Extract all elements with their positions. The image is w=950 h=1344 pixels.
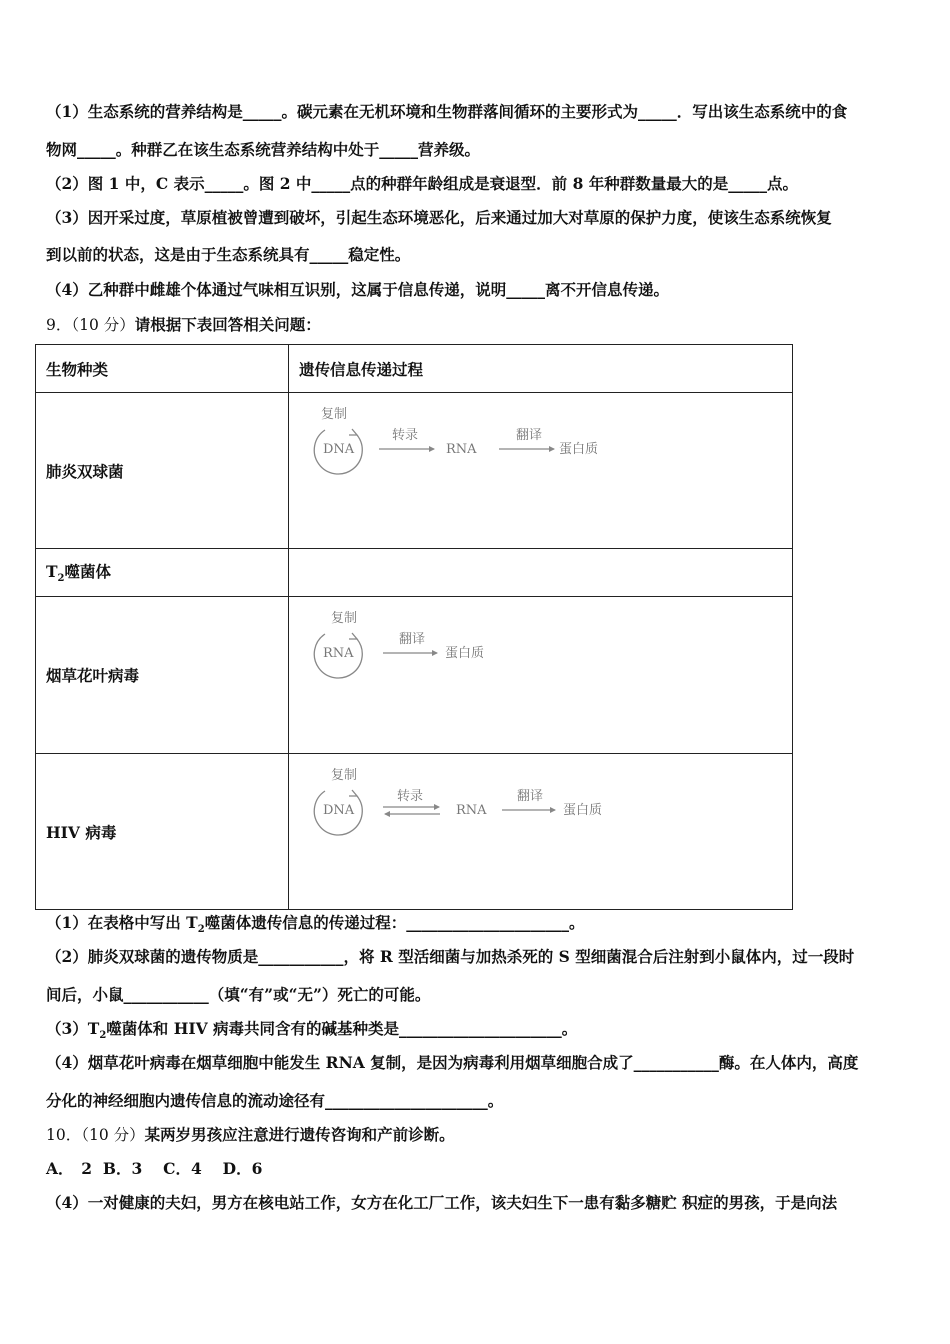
q10-score: （10 分） xyxy=(81,1126,145,1144)
q10-sub4: （4）一对健康的夫妇，男方在核电站工作，女方在化工厂工作，该夫妇生下一患有黏多糖贮 积症的男孩，于是向法 xyxy=(46,1193,838,1212)
rna-label: RNA xyxy=(446,442,477,457)
dna-label: DNA xyxy=(323,442,355,457)
header-organism: 生物种类 xyxy=(36,345,289,393)
t2-rest: 噬菌体 xyxy=(64,562,112,582)
transcription-arrowhead xyxy=(429,446,435,452)
q9-sub1 xyxy=(46,913,584,940)
rna-flow-diagram xyxy=(299,597,619,697)
q8-part2: （2）图 1 中，C 表示_____。图 2 中_____点的种群年龄组成是衰退型．前 8 年种群数量最大的是_____点。 xyxy=(46,174,799,193)
t2-subscript: 2 xyxy=(57,573,65,585)
process-cell xyxy=(289,393,793,549)
replicate-arrowhead xyxy=(349,429,357,435)
q9-sub3-post: 噬菌体和 HIV 病毒共同含有的碱基种类是_____________________。 xyxy=(106,1019,578,1038)
translation-arrowhead xyxy=(550,807,556,813)
q10-options: A． 2 B．3 C．4 D．6 xyxy=(46,1159,263,1178)
replicate-label: 复制 xyxy=(331,611,358,626)
dna-flow-diagram-1 xyxy=(299,393,619,493)
t2-main: T xyxy=(46,562,58,582)
q9-prompt: 请根据下表回答相关问题： xyxy=(134,315,321,334)
process-cell-empty[interactable] xyxy=(289,549,793,597)
reverse-transcription-arrowhead xyxy=(384,811,390,817)
protein-label: 蛋白质 xyxy=(563,803,603,818)
q9-score: （10 分） xyxy=(71,316,135,334)
q9-sub1-pre: （1）在表格中写出 T xyxy=(46,913,198,932)
q8-part3-line2: 到以前的状态，这是由于生态系统具有_____稳定性。 xyxy=(46,245,411,264)
q10-heading xyxy=(46,1125,455,1145)
translation-label: 翻译 xyxy=(399,632,426,647)
table-row xyxy=(36,597,793,754)
table-row xyxy=(36,754,793,910)
protein-label: 蛋白质 xyxy=(559,442,599,457)
q9-sub2-line1: （2）肺炎双球菌的遗传物质是___________，将 R 型活细菌与加热杀死的 S 型细菌混合后注射到小鼠体内，过一段时 xyxy=(46,947,855,966)
organism-cell: HIV 病毒 xyxy=(36,754,289,910)
q9-heading xyxy=(46,315,321,335)
q9-sub3-subscript: 2 xyxy=(99,1030,107,1042)
process-cell xyxy=(289,597,793,754)
organism-cell: 烟草花叶病毒 xyxy=(36,597,289,754)
process-cell xyxy=(289,754,793,910)
transcription-label: 转录 xyxy=(397,789,424,804)
table-row xyxy=(36,549,793,597)
translation-label: 翻译 xyxy=(516,428,543,443)
genetic-info-table xyxy=(35,344,793,910)
replicate-label: 复制 xyxy=(331,768,358,783)
translation-arrowhead xyxy=(549,446,555,452)
q9-number: 9． xyxy=(46,316,72,334)
replicate-arrowhead xyxy=(349,790,357,796)
replicate-arrowhead xyxy=(349,633,357,639)
transcription-arrowhead xyxy=(434,804,440,810)
q10-number: 10． xyxy=(46,1126,82,1144)
q8-part4: （4）乙种群中雌雄个体通过气味相互识别，这属于信息传递，说明_____离不开信息传递。 xyxy=(46,280,670,299)
organism-cell: 肺炎双球菌 xyxy=(36,393,289,549)
transcription-label: 转录 xyxy=(392,428,419,443)
protein-label: 蛋白质 xyxy=(445,646,485,661)
q9-sub3-pre: （3）T xyxy=(46,1019,100,1038)
dna-flow-diagram-2 xyxy=(299,754,619,854)
header-process: 遗传信息传递过程 xyxy=(289,345,793,393)
translation-arrowhead xyxy=(432,650,438,656)
dna-label: DNA xyxy=(323,803,355,818)
q9-sub4-line1: （4）烟草花叶病毒在烟草细胞中能发生 RNA 复制，是因为病毒利用烟草细胞合成了___________酶。在人体内，高度 xyxy=(46,1053,859,1072)
rna-label: RNA xyxy=(323,646,354,661)
q8-part1-line2: 物网_____。种群乙在该生态系统营养结构中处于_____营养级。 xyxy=(46,140,481,159)
q8-part3-line1: （3）因开采过度，草原植被曾遭到破坏，引起生态环境恶化，后来通过加大对草原的保护力度，使该生态系统恢复 xyxy=(46,208,832,227)
translation-label: 翻译 xyxy=(517,789,544,804)
table-row xyxy=(36,393,793,549)
q9-sub3 xyxy=(46,1019,577,1046)
q10-prompt: 某两岁男孩应注意进行遗传咨询和产前诊断。 xyxy=(144,1125,455,1144)
q9-sub1-post: 噬菌体遗传信息的传递过程：_____________________。 xyxy=(204,913,585,932)
q9-sub4-line2: 分化的神经细胞内遗传信息的流动途径有_____________________。 xyxy=(46,1091,504,1110)
q9-sub2-line2: 间后，小鼠___________（填“有”或“无”）死亡的可能。 xyxy=(46,985,431,1004)
rna-label: RNA xyxy=(456,803,487,818)
q8-part1-line1: （1）生态系统的营养结构是_____。碳元素在无机环境和生物群落间循环的主要形式为_____．写出该生态系统中的食 xyxy=(46,102,848,121)
q9-sub1-subscript: 2 xyxy=(197,924,205,936)
organism-cell xyxy=(36,549,289,597)
replicate-label: 复制 xyxy=(321,407,348,422)
table-header-row xyxy=(36,345,793,393)
